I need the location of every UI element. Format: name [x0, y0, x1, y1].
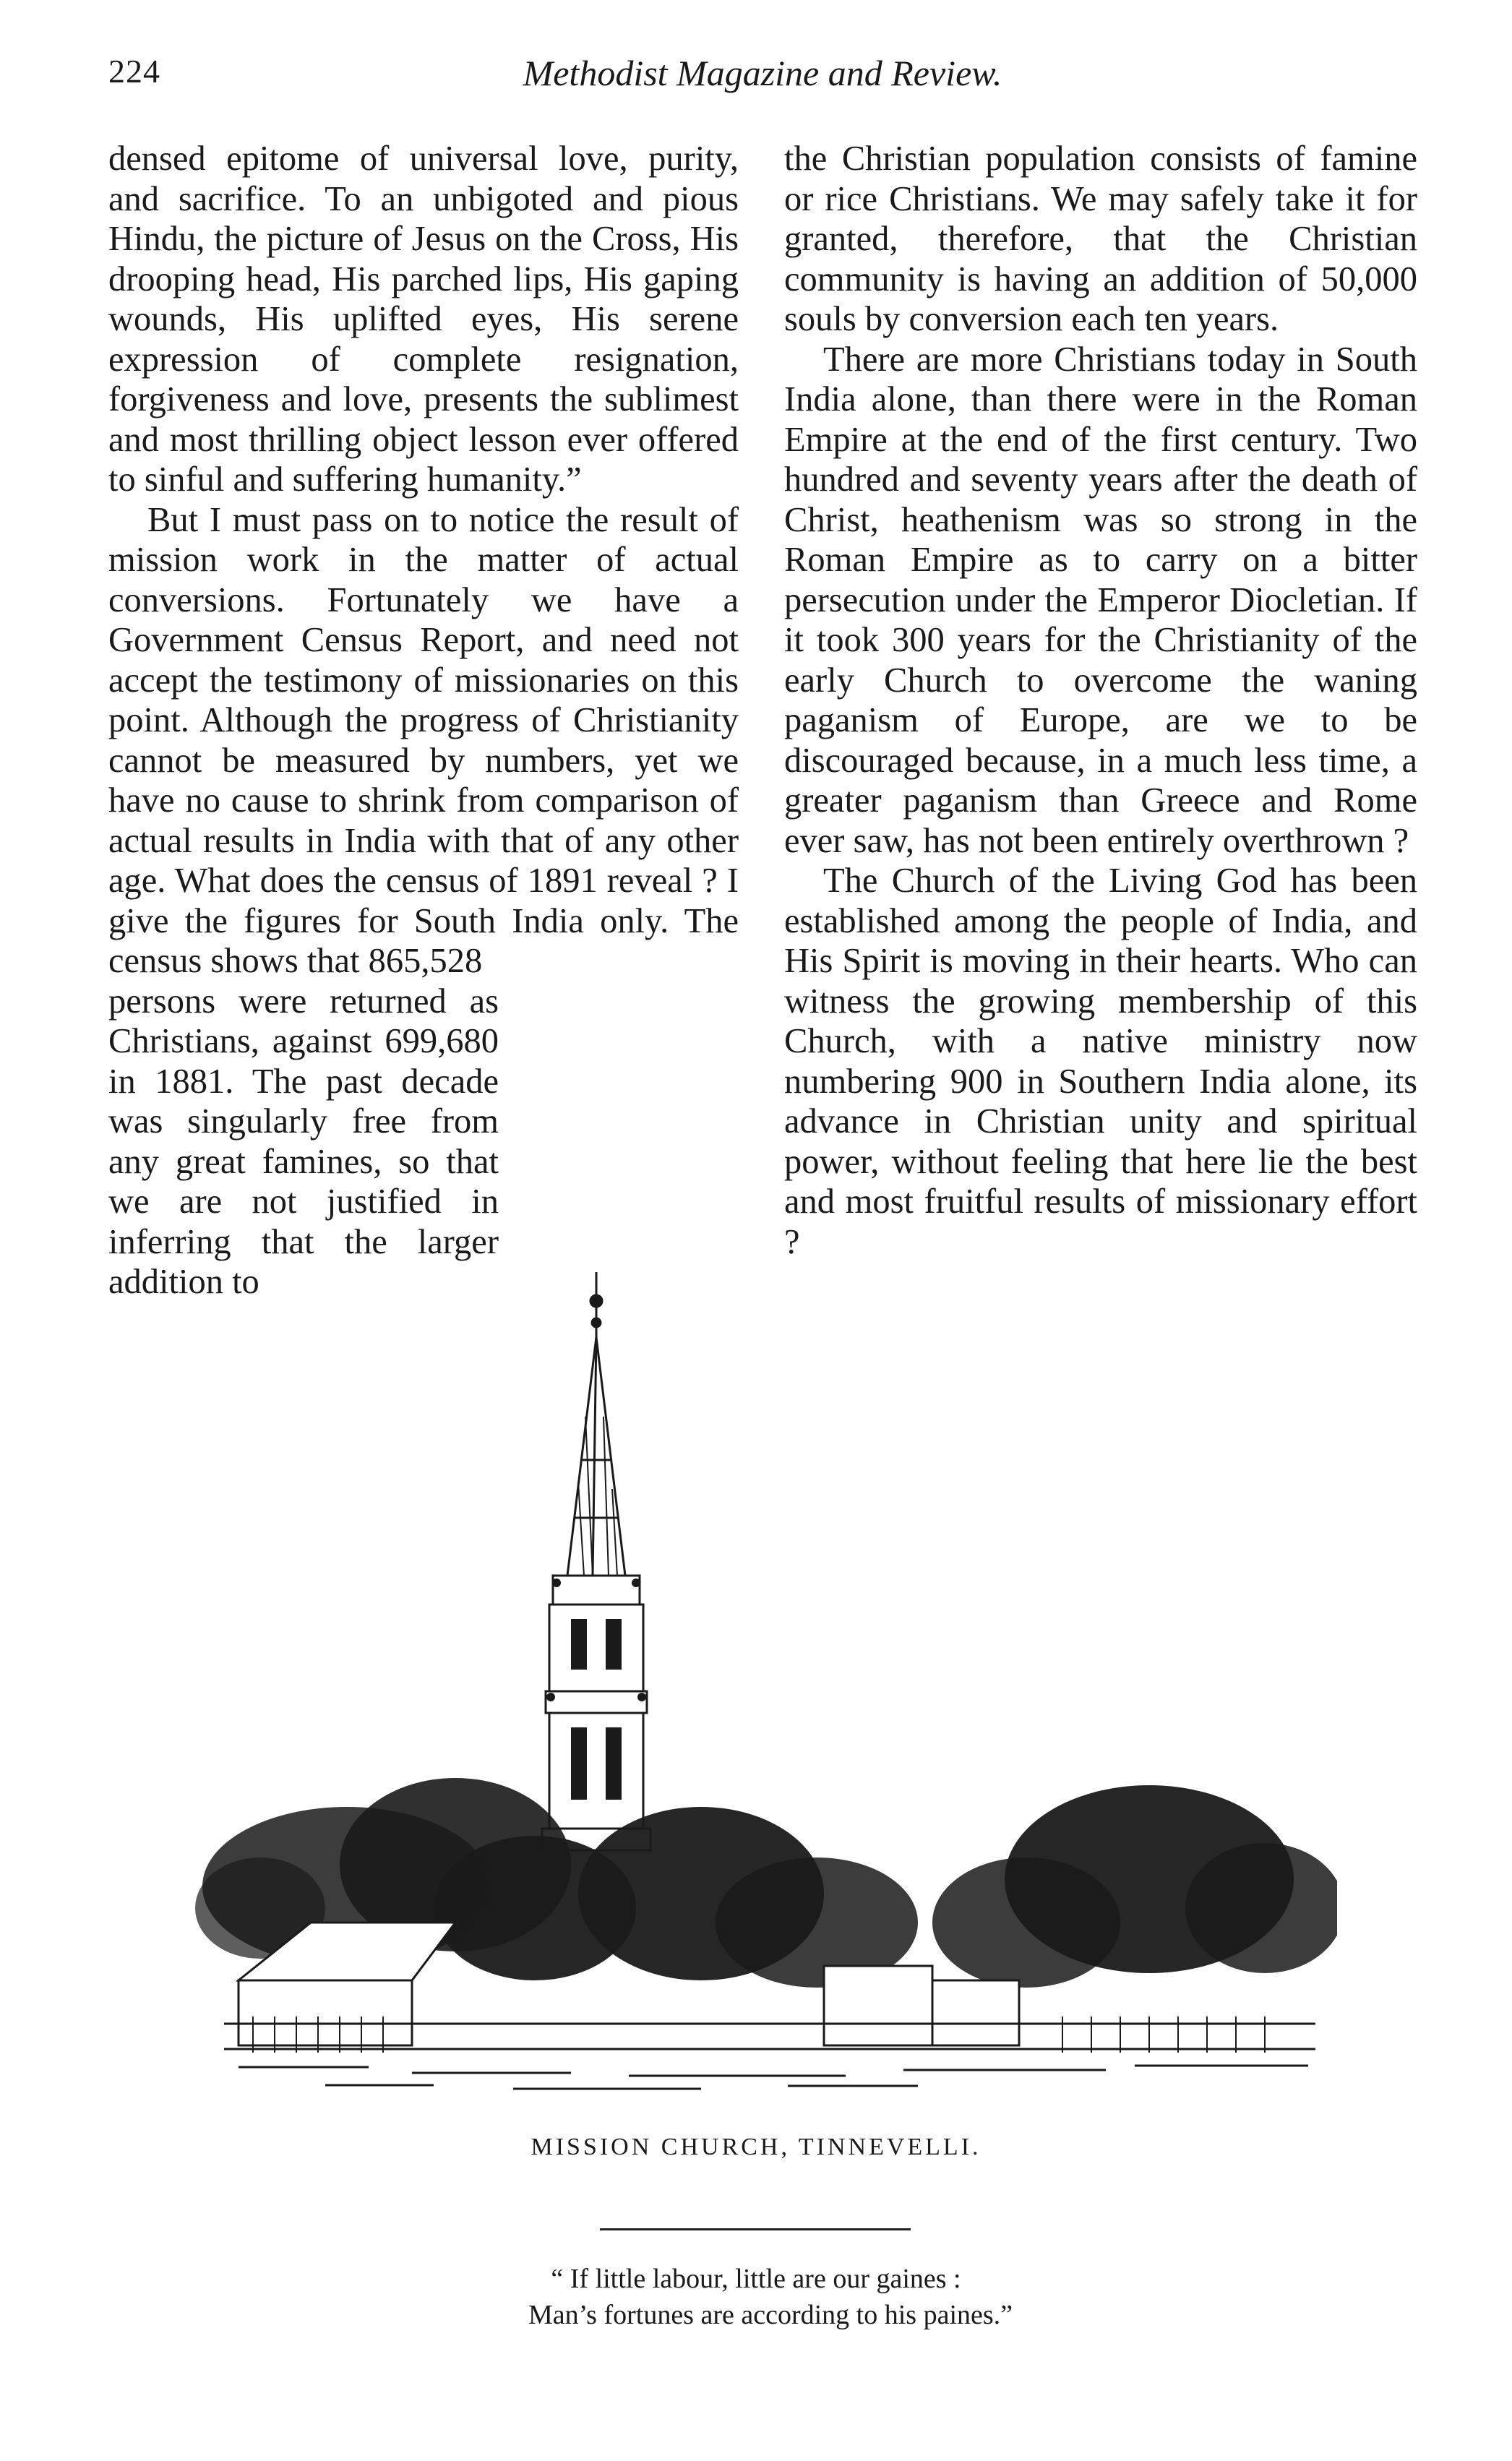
right-paragraph-2: There are more Christians today in South India alone, than there were in the Roman Empire at the end of the first century. Two hundred and seventy years after the death of Christ, heathenism was so strong in the Roman Empire as to carry on a bitter persecution under the Emperor Diocletian. If it took 300 years for the Christianity of the early Church to overcome the waning paganism of Europe, are we to be discouraged because, in a much less time, a greater paganism than Greece and Rome ever saw, has not been entirely overthrown ? [784, 340, 1417, 860]
church-engraving [195, 1272, 1337, 2096]
right-column [784, 139, 1417, 1262]
page-number: 224 [108, 53, 160, 90]
left-paragraph-1: densed epitome of universal love, purity, and sacrifice. To an unbigoted and pious Hindu, the picture of Jesus on the Cross, His drooping head, His parched lips, His gaping wounds, His uplifted eyes, His serene expression of complete resignation, forgiveness and love, presents the sublimest and most thrilling object lesson ever offered to sinful and suffering humanity.” [108, 139, 739, 499]
left-paragraph-2: But I must pass on to notice the result of mission work in the matter of actual conversions. Fortunately we have a Government Census Report, and need not accept the testimony of missionaries on this point. Although the progress of Christianity cannot be measured by numbers, yet we have no cause to shrink from comparison of actual results in India with that of any other age. What does the census of 1891 reveal ? I give the figures for South India only. The census shows that 865,528 [108, 500, 739, 980]
page-header [108, 52, 1417, 110]
epigraph-line-2: Man’s fortunes are according to his paines.” [528, 2300, 1013, 2330]
figure-caption: MISSION CHURCH, TINNEVELLI. [531, 2134, 981, 2160]
right-paragraph-1: the Christian population consists of famine or rice Christians. We may safely take it for granted, therefore, that the Christian community is having an addition of 50,000 souls by conversion each ten years. [784, 139, 1417, 338]
epigraph-line-1: “ If little labour, little are our gaines : [551, 2264, 961, 2294]
running-title: Methodist Magazine and Review. [523, 53, 1002, 93]
left-paragraph-2-wrap [108, 982, 499, 1302]
left-column [108, 139, 739, 1302]
church-illustration [195, 1272, 1337, 2096]
right-paragraph-3: The Church of the Living God has been established among the people of India, and His Spirit is moving in their hearts. Who can witness the growing membership of this Church, with a native ministry now numbering 900 in Southern India alone, its advance in Christian unity and spiritual power, without feeling that here lie the best and most fruitful results of missionary effort ? [784, 862, 1417, 1261]
epigraph [0, 2261, 1512, 2333]
left-paragraph-2-continued: persons were returned as Christians, against 699,680 in 1881. The past decade was singularly free from any great famines, so that we are not justified in inferring that the larger addition to [108, 982, 499, 1301]
separator-rule [600, 2228, 911, 2230]
